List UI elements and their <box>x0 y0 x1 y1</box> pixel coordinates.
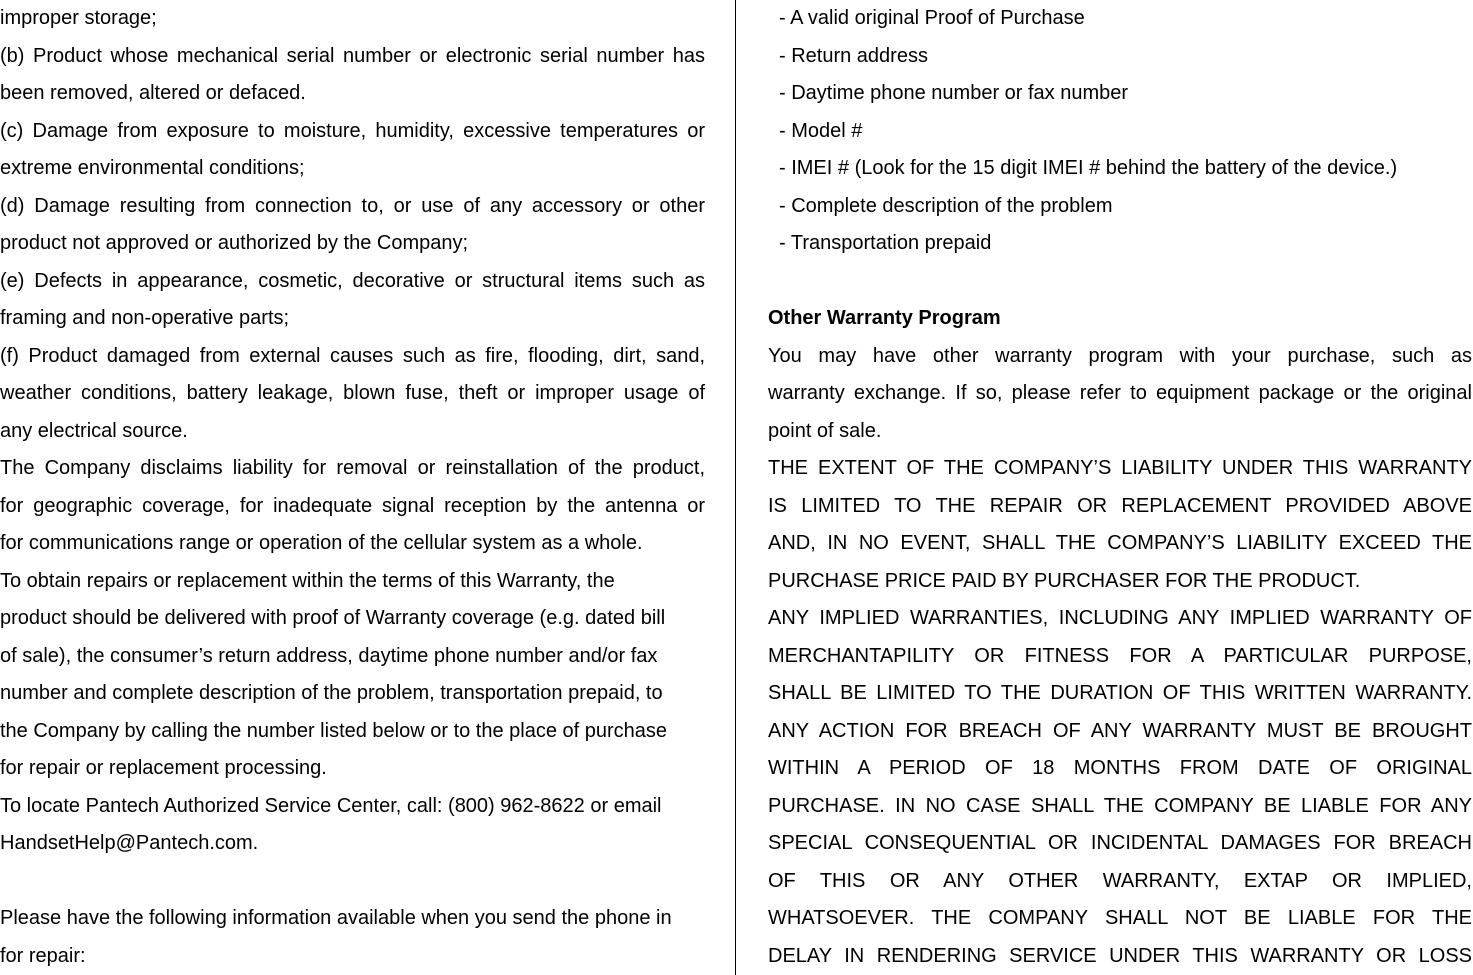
text-line: Please have the following information available when you send the phone in <box>0 907 672 929</box>
warranty-text <box>768 338 1472 975</box>
text-line: You may have other warranty program with your purchase, such as <box>768 344 1472 367</box>
text-line: WITHIN A PERIOD OF 18 MONTHS FROM DATE OF ORIGINAL <box>768 757 1472 779</box>
text-line: To obtain repairs or replacement within the terms of this Warranty, the <box>0 569 615 592</box>
left-column <box>0 0 705 975</box>
text-line: SPECIAL CONSEQUENTIAL OR INCIDENTAL DAMAGES FOR BREACH <box>768 832 1472 854</box>
text-line: MERCHANTAPILITY OR FITNESS FOR A PARTICULAR PURPOSE, <box>768 644 1472 667</box>
text-line: (d) Damage resulting from connection to, or use of any accessory or other <box>0 194 705 217</box>
text-line: number and complete description of the problem, transportation prepaid, to <box>0 682 663 704</box>
text-line: (b) Product whose mechanical serial number or electronic serial number has <box>0 44 705 67</box>
text-line: product not approved or authorized by the Company; <box>0 232 469 254</box>
text-line: ANY ACTION FOR BREACH OF ANY WARRANTY MUST BE BROUGHT <box>768 719 1472 742</box>
text-line <box>0 863 705 901</box>
text-line: of sale), the consumer’s return address, daytime phone number and/or fax <box>0 644 658 667</box>
text-line: extreme environmental conditions; <box>0 157 305 179</box>
text-line: (c) Damage from exposure to moisture, humidity, excessive temperatures or <box>0 119 705 142</box>
list-item: - A valid original Proof of Purchase <box>779 7 1085 29</box>
text-line: WHATSOEVER. THE COMPANY SHALL NOT BE LIABLE FOR THE <box>768 907 1472 929</box>
text-line: PURCHASE PRICE PAID BY PURCHASER FOR THE PRODUCT. <box>768 569 1361 592</box>
text-line: The Company disclaims liability for removal or reinstallation of the product, <box>0 457 705 479</box>
text-line: PURCHASE. IN NO CASE SHALL THE COMPANY BE LIABLE FOR ANY <box>768 794 1472 817</box>
text-line: framing and non-operative parts; <box>0 307 290 329</box>
text-line: weather conditions, battery leakage, blown fuse, theft or improper usage of <box>0 382 705 404</box>
text-line: (f) Product damaged from external causes such as fire, flooding, dirt, sand, <box>0 344 705 367</box>
section-heading: Other Warranty Program <box>768 307 1001 329</box>
text-line: HandsetHelp@Pantech.com. <box>0 832 259 854</box>
text-line: DELAY IN RENDERING SERVICE UNDER THIS WARRANTY OR LOSS <box>768 944 1472 967</box>
text-line: THE EXTENT OF THE COMPANY’S LIABILITY UNDER THIS WARRANTY <box>768 457 1472 479</box>
list-item: - Return address <box>779 44 928 67</box>
text-line: any electrical source. <box>0 419 188 442</box>
text-line: the Company by calling the number listed below or to the place of purchase <box>0 719 668 742</box>
required-info-list <box>768 0 1472 263</box>
text-line: warranty exchange. If so, please refer to equipment package or the original <box>768 382 1472 404</box>
text-line: product should be delivered with proof of Warranty coverage (e.g. dated bill <box>0 607 666 629</box>
right-column <box>768 0 1472 975</box>
text-line: for geographic coverage, for inadequate signal reception by the antenna or <box>0 494 705 517</box>
text-line: point of sale. <box>768 419 882 442</box>
text-line: AND, IN NO EVENT, SHALL THE COMPANY’S LIABILITY EXCEED THE <box>768 532 1472 554</box>
list-item: - Complete description of the problem <box>779 194 1113 217</box>
text-line: for repair or replacement processing. <box>0 757 327 779</box>
text-line: ANY IMPLIED WARRANTIES, INCLUDING ANY IMPLIED WARRANTY OF <box>768 607 1472 629</box>
text-line: (e) Defects in appearance, cosmetic, decorative or structural items such as <box>0 269 705 292</box>
text-line: improper storage; <box>0 7 157 29</box>
text-line: IS LIMITED TO THE REPAIR OR REPLACEMENT PROVIDED ABOVE <box>768 494 1472 517</box>
text-line: for repair: <box>0 944 86 967</box>
blank-line <box>768 263 1472 301</box>
list-item: - IMEI # (Look for the 15 digit IMEI # behind the battery of the device.) <box>779 157 1398 179</box>
list-item: - Model # <box>779 119 863 142</box>
text-line: been removed, altered or defaced. <box>0 82 306 104</box>
column-divider <box>735 0 736 975</box>
text-line: for communications range or operation of the cellular system as a whole. <box>0 532 643 554</box>
text-line: SHALL BE LIMITED TO THE DURATION OF THIS WRITTEN WARRANTY. <box>768 682 1472 704</box>
list-item: - Transportation prepaid <box>779 232 992 254</box>
text-line: To locate Pantech Authorized Service Center, call: (800) 962-8622 or email <box>0 794 662 817</box>
list-item: - Daytime phone number or fax number <box>779 82 1129 104</box>
text-line: OF THIS OR ANY OTHER WARRANTY, EXTAP OR IMPLIED, <box>768 869 1472 892</box>
